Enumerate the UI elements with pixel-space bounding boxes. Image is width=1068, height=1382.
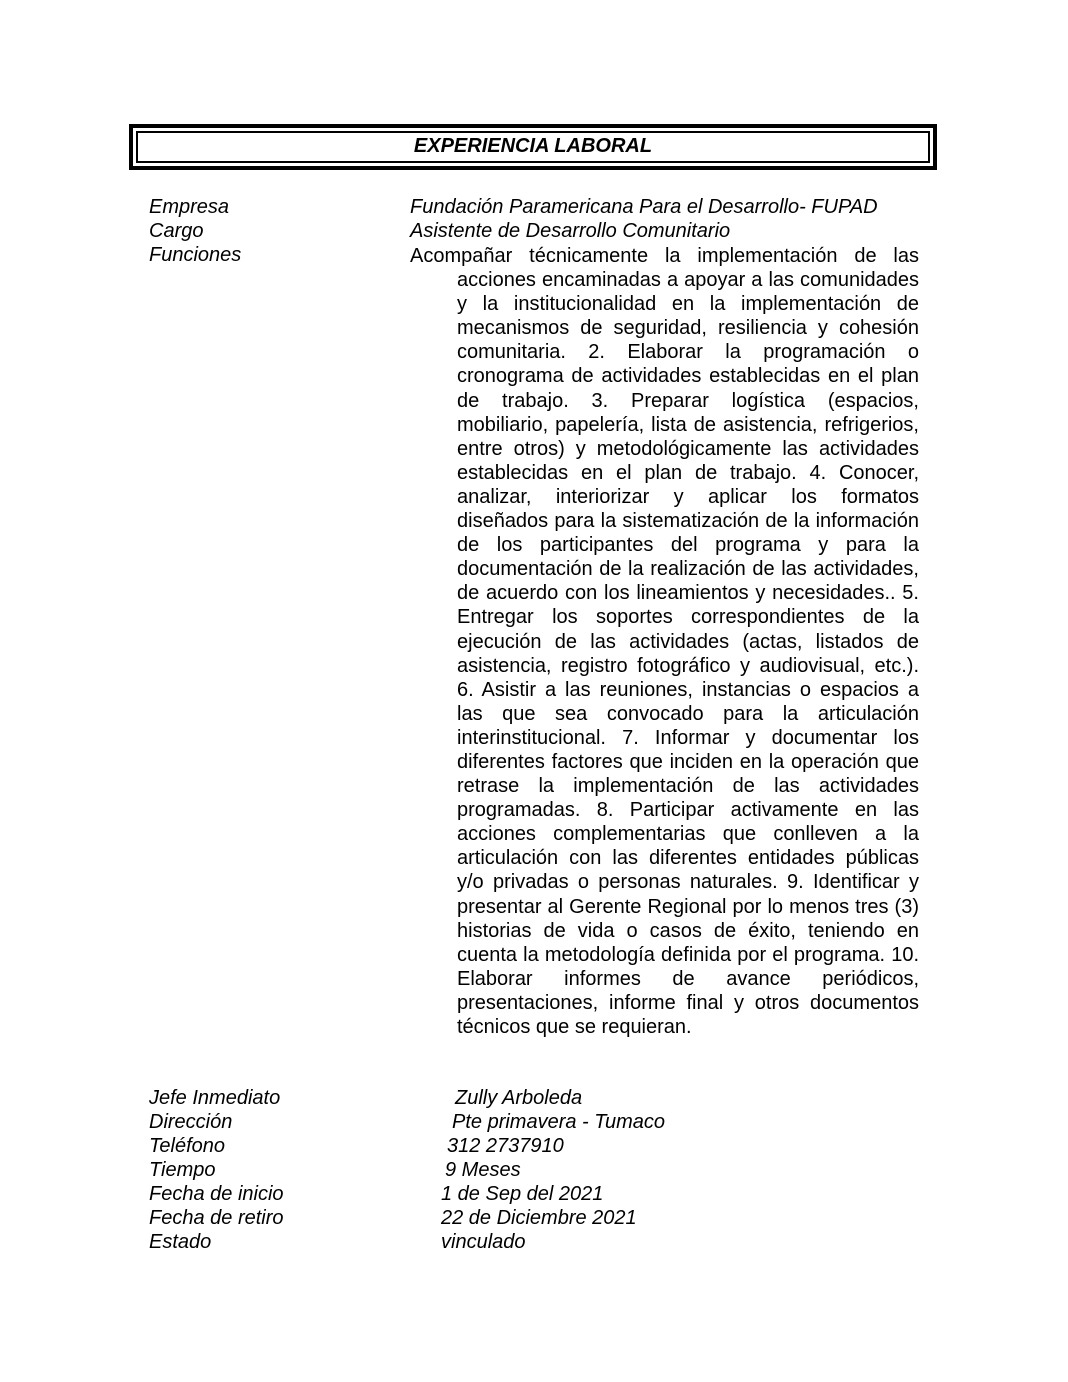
value-estado: vinculado: [441, 1231, 526, 1253]
section-header-box: [129, 124, 937, 170]
label-cargo: Cargo: [149, 220, 204, 242]
value-tiempo: 9 Meses: [445, 1159, 521, 1181]
value-telefono: 312 2737910: [447, 1135, 564, 1157]
value-funciones: [410, 244, 919, 1039]
value-jefe-inmediato: Zully Arboleda: [455, 1087, 583, 1109]
label-empresa: Empresa: [149, 196, 230, 218]
value-fecha-inicio: 1 de Sep del 2021: [441, 1183, 604, 1205]
section-title: EXPERIENCIA LABORAL: [413, 135, 653, 157]
value-fecha-retiro: 22 de Diciembre 2021: [441, 1207, 637, 1229]
value-empresa: Fundación Paramericana Para el Desarrollo- FUPAD: [410, 196, 878, 218]
label-estado: Estado: [149, 1231, 212, 1253]
section-header-inner-border: [136, 131, 930, 163]
label-telefono: Teléfono: [149, 1135, 225, 1157]
label-funciones: Funciones: [149, 244, 242, 266]
value-direccion: Pte primavera - Tumaco: [452, 1111, 666, 1133]
label-jefe-inmediato: Jefe Inmediato: [149, 1087, 281, 1109]
label-fecha-inicio: Fecha de inicio: [149, 1183, 284, 1205]
label-fecha-retiro: Fecha de retiro: [149, 1207, 284, 1229]
label-direccion: Dirección: [149, 1111, 233, 1133]
value-cargo: Asistente de Desarrollo Comunitario: [410, 220, 731, 242]
label-tiempo: Tiempo: [149, 1159, 216, 1181]
funciones-text: Acompañar técnicamente la implementación de las acciones encaminadas a apoyar a las comunidades y la institucionalidad en la implementación de mecanismos de seguridad, resiliencia y cohesión comunitaria. 2. Elaborar la programación o cronograma de actividades establecidas en el plan de trabajo. 3. Preparar logística (espacios, mobiliario, papelería, lista de asistencia, refrigerios, entre otros) y metodológicamente las actividades establecidas en el plan de trabajo. 4. Conocer, analizar, interiorizar y aplicar los formatos diseñados para la sistematización de la información de los participantes del programa y para la documentación de la realización de las actividades, de acuerdo con los lineamientos y necesidades.. 5. Entregar los soportes correspondientes de la ejecución de las actividades (actas, listados de asistencia, registro fotográfico y audiovisual, etc.). 6. Asistir a las reuniones, instancias o espacios a las que sea convocado para la articulación interinstitucional. 7. Informar y documentar los diferentes factores que inciden en la operación que retrase la implementación de las actividades programadas. 8. Participar activamente en las acciones complementarias que conlleven a la articulación con las diferentes entidades públicas y/o privadas o personas naturales. 9. Identificar y presentar al Gerente Regional por lo menos tres (3) historias de vida o casos de éxito, teniendo en cuenta la metodología definida por el programa. 10. Elaborar informes de avance periódicos, presentaciones, informe final y otros documentos técnicos que se requieran.: [410, 245, 919, 1038]
